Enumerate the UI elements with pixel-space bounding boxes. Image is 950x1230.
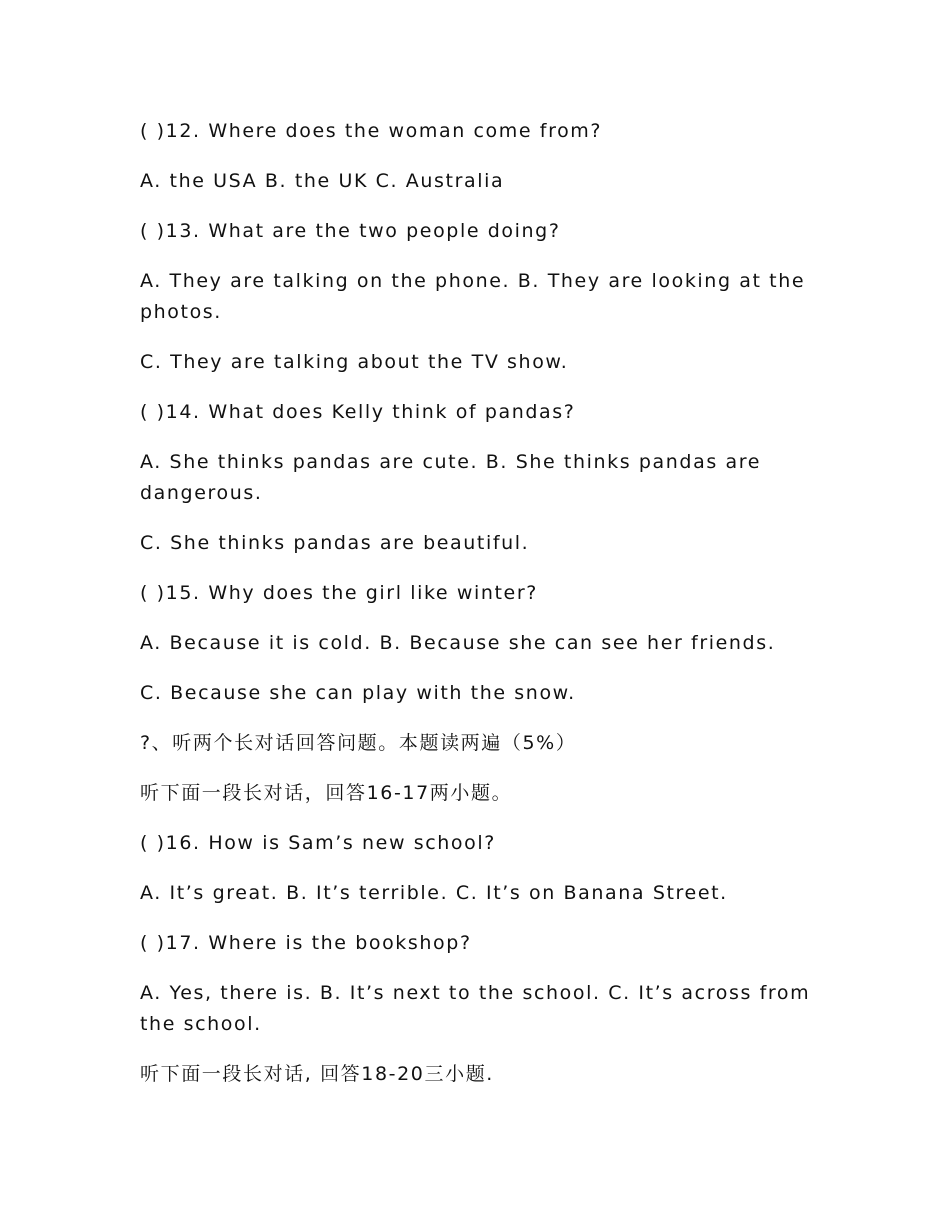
question-13: ( )13. What are the two people doing? (140, 220, 561, 242)
question-15-option-c: C. Because she can play with the snow. (140, 682, 576, 704)
question-14: ( )14. What does Kelly think of pandas? (140, 401, 576, 423)
dialogue-instruction-16-17: 听下面一段长对话，回答16-17两小题。 (140, 782, 513, 804)
document-body (140, 116, 820, 1109)
question-14-option-c: C. She thinks pandas are beautiful. (140, 532, 530, 554)
question-12-options: A. the USA B. the UK C. Australia (140, 170, 505, 192)
dialogue-instruction-18-20: 听下面一段长对话, 回答18-20三小题. (140, 1063, 494, 1085)
question-13-option-c: C. They are talking about the TV show. (140, 351, 569, 373)
question-12: ( )12. Where does the woman come from? (140, 120, 603, 142)
question-17: ( )17. Where is the bookshop? (140, 932, 472, 954)
question-17-options: A. Yes, there is. B. It’s next to the school. C. It’s across from the school. (140, 982, 811, 1035)
question-13-options-ab: A. They are talking on the phone. B. They are looking at the photos. (140, 270, 806, 323)
question-15-options-ab: A. Because it is cold. B. Because she can see her friends. (140, 632, 776, 654)
question-16-options: A. It’s great. B. It’s terrible. C. It’s on Banana Street. (140, 882, 728, 904)
question-16: ( )16. How is Sam’s new school? (140, 832, 496, 854)
question-15: ( )15. Why does the girl like winter? (140, 582, 538, 604)
question-14-options-ab: A. She thinks pandas are cute. B. She thinks pandas are dangerous. (140, 451, 762, 504)
section-heading: ?、听两个长对话回答问题。本题读两遍（5%） (140, 732, 577, 754)
